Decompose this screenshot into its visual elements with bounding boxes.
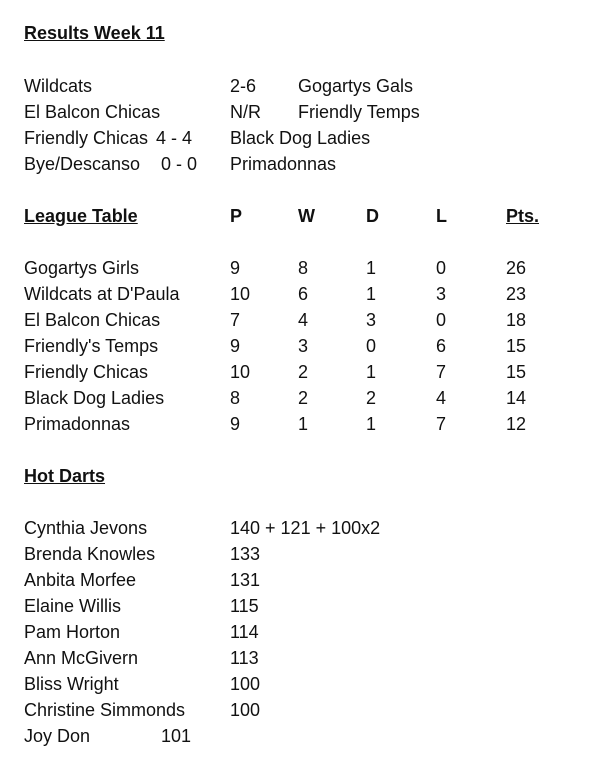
played-cell: 9 <box>230 258 241 278</box>
won-cell: 2 <box>298 388 309 408</box>
points-cell: 12 <box>506 414 527 434</box>
lost-cell: 3 <box>436 284 447 304</box>
drawn-cell: 1 <box>366 362 377 382</box>
player-name: Pam Horton <box>24 622 121 642</box>
player-name: Christine Simmonds <box>24 700 186 720</box>
player-name: Ann McGivern <box>24 648 139 668</box>
team-name: Friendly's Temps <box>24 336 159 356</box>
player-score: 100 <box>230 700 261 720</box>
played-cell: 9 <box>230 414 241 434</box>
player-score: 100 <box>230 674 261 694</box>
result-away-team: Primadonnas <box>230 154 337 174</box>
column-header-played: P <box>230 206 243 226</box>
player-name: Elaine Willis <box>24 596 122 616</box>
points-cell: 26 <box>506 258 527 278</box>
points-cell: 18 <box>506 310 527 330</box>
drawn-cell: 0 <box>366 336 377 356</box>
result-score: 2-6 <box>230 76 257 96</box>
result-away-team: Gogartys Gals <box>298 76 414 96</box>
lost-cell: 0 <box>436 310 447 330</box>
player-name: Joy Don <box>24 726 91 746</box>
player-score: 131 <box>230 570 261 590</box>
won-cell: 2 <box>298 362 309 382</box>
played-cell: 8 <box>230 388 241 408</box>
player-name: Cynthia Jevons <box>24 518 148 538</box>
result-home-team: El Balcon Chicas <box>24 102 161 122</box>
player-score: 133 <box>230 544 261 564</box>
league-table-heading: League Table <box>24 206 138 226</box>
hot-darts-heading: Hot Darts <box>24 466 106 486</box>
won-cell: 8 <box>298 258 309 278</box>
points-cell: 14 <box>506 388 527 408</box>
player-score: 101 <box>161 726 192 746</box>
result-away-team: Black Dog Ladies <box>230 128 371 148</box>
player-name: Brenda Knowles <box>24 544 156 564</box>
team-name: Gogartys Girls <box>24 258 140 278</box>
column-header-drawn: D <box>366 206 379 226</box>
player-score: 140 + 121 + 100x2 <box>230 518 381 538</box>
played-cell: 7 <box>230 310 241 330</box>
result-score: N/R <box>230 102 261 122</box>
points-cell: 23 <box>506 284 527 304</box>
lost-cell: 7 <box>436 414 447 434</box>
played-cell: 10 <box>230 284 251 304</box>
result-score: 0 - 0 <box>161 154 198 174</box>
player-score: 114 <box>230 622 259 642</box>
drawn-cell: 1 <box>366 284 377 304</box>
team-name: Black Dog Ladies <box>24 388 165 408</box>
team-name: Friendly Chicas <box>24 362 149 382</box>
drawn-cell: 3 <box>366 310 377 330</box>
drawn-cell: 2 <box>366 388 377 408</box>
won-cell: 6 <box>298 284 309 304</box>
player-score: 113 <box>230 648 259 668</box>
result-home-team: Wildcats <box>24 76 93 96</box>
points-cell: 15 <box>506 336 527 356</box>
player-name: Anbita Morfee <box>24 570 137 590</box>
column-header-points: Pts. <box>506 206 540 226</box>
points-cell: 15 <box>506 362 527 382</box>
column-header-lost: L <box>436 206 447 226</box>
team-name: El Balcon Chicas <box>24 310 161 330</box>
column-header-won: W <box>298 206 315 226</box>
lost-cell: 6 <box>436 336 447 356</box>
result-home-team: Friendly Chicas <box>24 128 149 148</box>
lost-cell: 0 <box>436 258 447 278</box>
won-cell: 1 <box>298 414 309 434</box>
team-name: Wildcats at D'Paula <box>24 284 180 304</box>
player-name: Bliss Wright <box>24 674 119 694</box>
page-title: Results Week 11 <box>24 23 165 43</box>
won-cell: 4 <box>298 310 309 330</box>
team-name: Primadonnas <box>24 414 131 434</box>
drawn-cell: 1 <box>366 414 377 434</box>
played-cell: 10 <box>230 362 251 382</box>
result-home-team: Bye/Descanso <box>24 154 141 174</box>
player-score: 115 <box>230 596 259 616</box>
drawn-cell: 1 <box>366 258 377 278</box>
result-away-team: Friendly Temps <box>298 102 420 122</box>
lost-cell: 4 <box>436 388 447 408</box>
played-cell: 9 <box>230 336 241 356</box>
won-cell: 3 <box>298 336 309 356</box>
lost-cell: 7 <box>436 362 447 382</box>
result-score: 4 - 4 <box>156 128 193 148</box>
